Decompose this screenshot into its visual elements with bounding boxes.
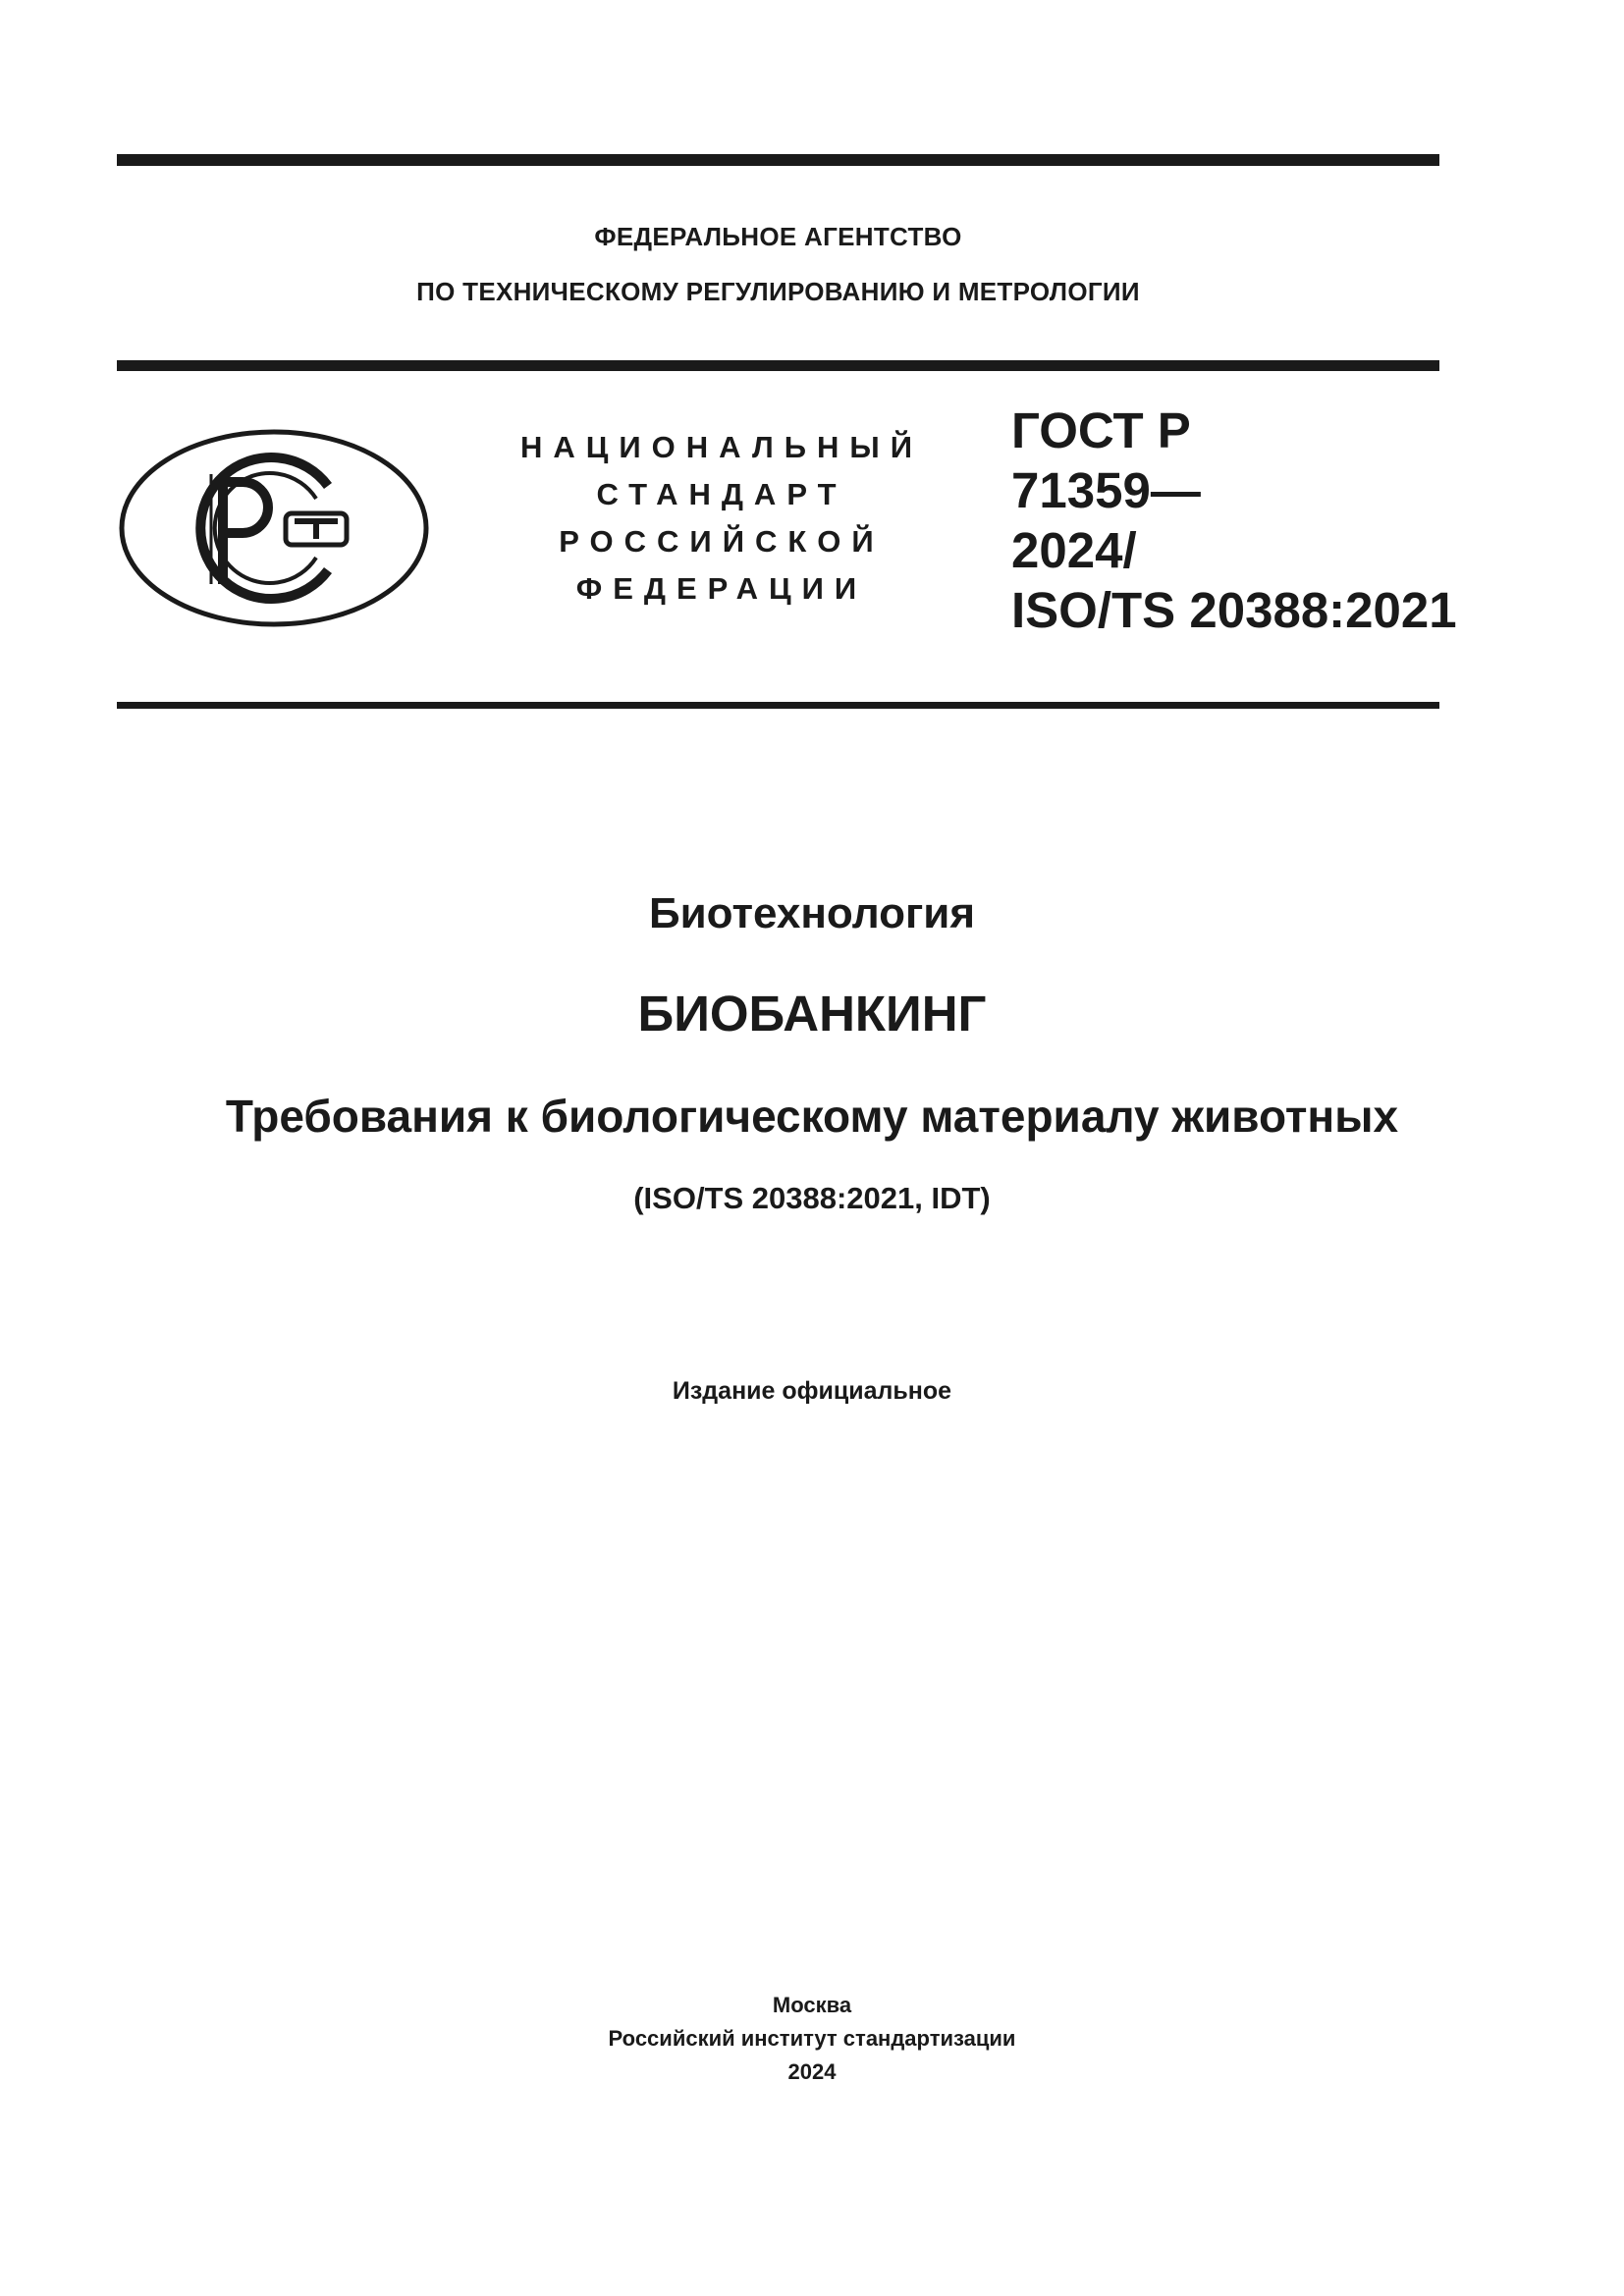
publication-city: Москва [772,1993,852,2017]
field-title: Биотехнология [648,889,976,937]
designation-line: 71359— [1011,462,1201,518]
middle-rule [117,360,1439,371]
publication-year: 2024 [787,2059,837,2084]
top-rule [117,154,1439,166]
standard-designation [1011,400,1457,640]
designation-line: ISO/TS 20388:2021 [1011,582,1457,638]
edition-note: Издание официальное [672,1377,952,1405]
national-standard-line: НАЦИОНАЛЬНЫЙ [519,430,924,464]
agency-name-line-2: ПО ТЕХНИЧЕСКОМУ РЕГУЛИРОВАНИЮ И МЕТРОЛОГИИ [416,277,1140,306]
national-standard-label [491,424,952,613]
national-standard-line: ФЕДЕРАЦИИ [575,571,868,606]
national-standard-line: РОССИЙСКОЙ [559,524,885,559]
main-title: БИОБАНКИНГ [637,986,987,1041]
agency-name-line-1: ФЕДЕРАЛЬНОЕ АГЕНТСТВО [594,222,962,251]
publisher-name: Российский институт стандартизации [608,2026,1016,2051]
designation-line: ГОСТ Р [1011,402,1191,458]
iso-reference: (ISO/TS 20388:2021, IDT) [633,1181,991,1215]
subtitle: Требования к биологическому материалу животных [225,1091,1399,1142]
rst-certification-mark-icon [117,425,431,631]
national-standard-line: СТАНДАРТ [596,477,847,511]
designation-line: 2024/ [1011,522,1137,578]
bottom-rule [117,702,1439,709]
